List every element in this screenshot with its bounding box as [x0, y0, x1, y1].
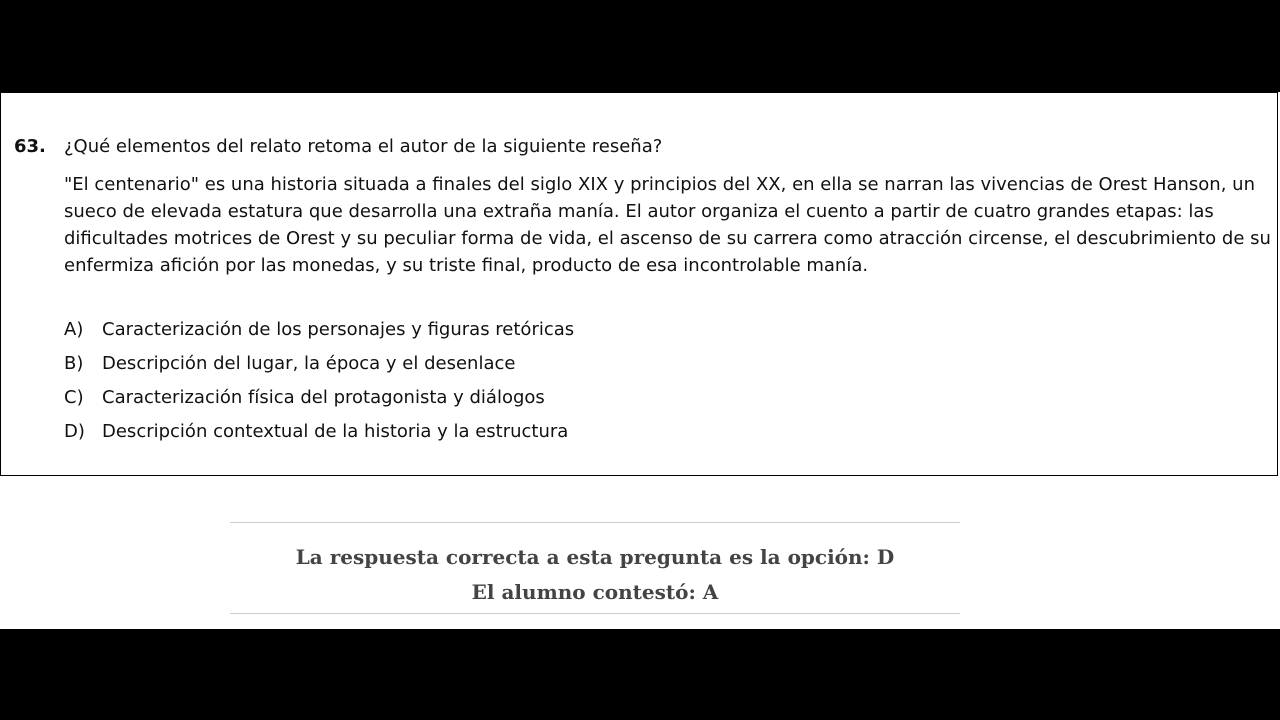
option-b — [64, 353, 574, 387]
option-c — [64, 387, 574, 421]
option-text: Caracterización física del protagonista y diálogos — [102, 387, 545, 408]
answer-result — [230, 522, 960, 614]
option-text: Descripción contextual de la historia y la estructura — [102, 421, 569, 442]
option-d — [64, 421, 574, 455]
option-letter: A) — [64, 319, 84, 340]
correct-answer-line: La respuesta correcta a esta pregunta es la opción: D — [295, 545, 895, 569]
option-text: Descripción del lugar, la época y el desenlace — [102, 353, 516, 374]
review-passage: "El centenario" es una historia situada a finales del siglo XIX y principios del XX, en ella se narran las vivencias de Orest Hanson, un sueco de elevada estatura que desarrolla una extraña manía. El autor organiza el cuento a partir de cuatro grandes etapas: las dificultades motrices de Orest y su peculiar forma de vida, el ascenso de su carrera como atracción circense, el descubrimiento de su enfermiza afición por las monedas, y su triste final, producto de esa incontrolable manía. — [64, 174, 1271, 276]
option-text: Caracterización de los personajes y figuras retóricas — [102, 319, 575, 340]
answer-options — [64, 319, 574, 455]
option-letter: D) — [64, 421, 85, 442]
option-letter: C) — [64, 387, 84, 408]
question-text: ¿Qué elementos del relato retoma el autor de la siguiente reseña? — [64, 136, 663, 157]
exam-page — [0, 92, 1280, 629]
option-a — [64, 319, 574, 353]
question-number: 63. — [14, 136, 46, 157]
option-letter: B) — [64, 353, 84, 374]
question-box — [0, 92, 1278, 476]
student-answer-line: El alumno contestó: A — [471, 580, 719, 604]
